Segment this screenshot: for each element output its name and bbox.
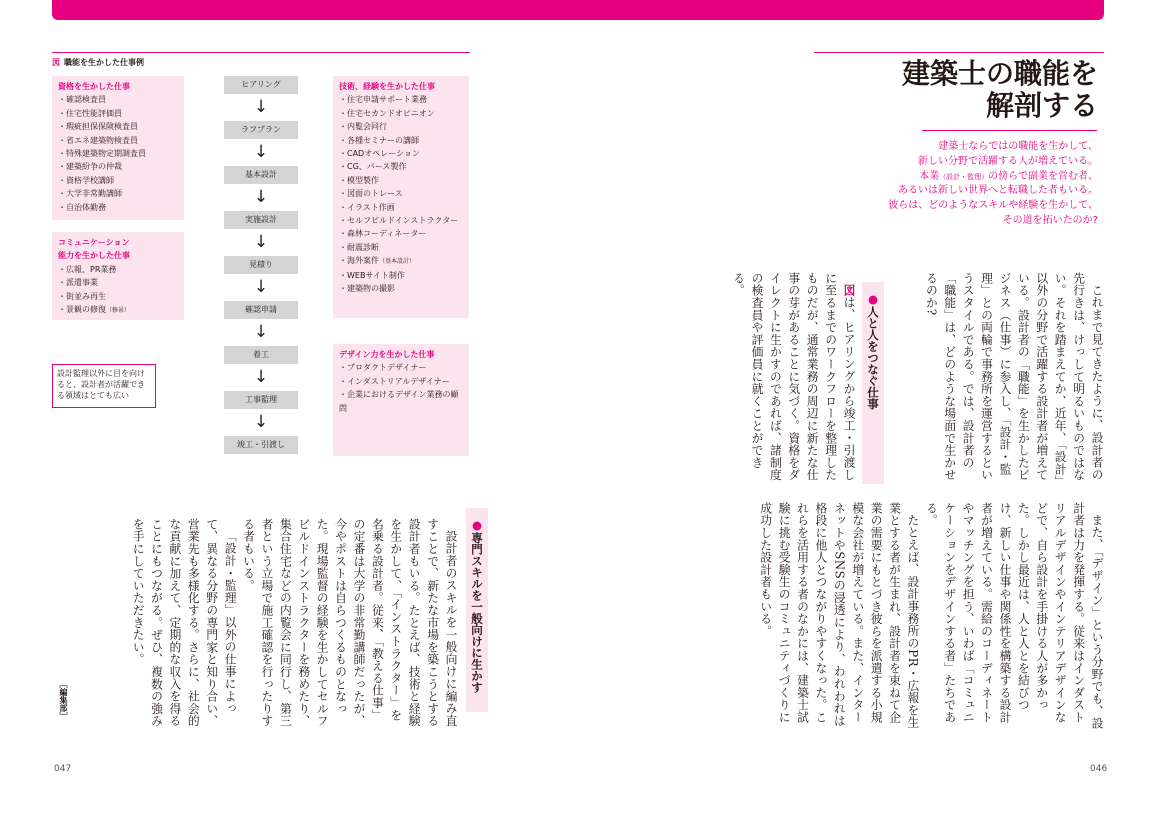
- list-item: ・ 模型製作: [339, 174, 463, 187]
- flow-step: 確認申請: [224, 301, 298, 319]
- lead-line: 建築士ならではの職能を生かして、: [938, 141, 1098, 152]
- arrow-down-icon: ↓: [253, 187, 269, 207]
- list-item: ・ 森林コーディネーター: [339, 227, 463, 240]
- flow-step: ラフプラン: [224, 121, 298, 139]
- figure-ref: 図: [842, 283, 856, 297]
- list-item: ・ プロダクトデザイナー: [339, 361, 463, 374]
- flow-step: 見積り: [224, 256, 298, 274]
- arrow-down-icon: ↓: [253, 97, 269, 117]
- list-item-text: 景観の修復: [66, 305, 106, 315]
- list-item: ・ 特殊建築物定期調査員: [58, 147, 178, 160]
- list-item: ・ 広報、PR業務: [58, 263, 178, 276]
- page-number-left: 047: [54, 764, 72, 774]
- tech-box: [333, 76, 469, 318]
- paragraph: 設計者のスキルを一般向けに編み直すことで、新たな市場を築こうとする設計者もいる。たとえば、技術と経験を生かして、「インストラクター」を名乗る設計者。従来、「教える仕事」の定番は大学の非常勤講師だったが、今やポストは自らつくるものとなった。現場監督の経験を生かしてセルフビルドインストラクターを務めたり、集合住宅などの内覧会に同行し、第三者という立場で施工確認を行ったりする者もいる。: [241, 518, 458, 728]
- flow-step: ヒアリング: [224, 76, 298, 94]
- arrow-down-icon: ↓: [253, 277, 269, 297]
- list-item-sub: （基本設計）: [379, 258, 416, 266]
- list-item: ・ 住宅セカンドオピニオン: [339, 107, 463, 120]
- arrow-down-icon: ↓: [253, 412, 269, 432]
- list-item: ・ 街並み再生: [58, 290, 178, 303]
- note-box: 設計監理以外に目を向けると、設計者が活躍できる領域はとても広い: [52, 364, 156, 408]
- lead-line: 彼らは、どのようなスキルや経験を生かして、: [888, 200, 1098, 212]
- arrow-down-icon: ↓: [253, 232, 269, 252]
- list-item: ・ 住宅申請サポート業務: [339, 93, 463, 106]
- figure-title: 職能を生かした仕事例: [64, 58, 144, 67]
- list-item: ・ インダストリアルデザイナー: [339, 375, 463, 388]
- lead-line: [888, 170, 1098, 185]
- title-rule: [814, 52, 1104, 53]
- qualification-box: [52, 76, 184, 220]
- communication-box: [52, 232, 184, 320]
- communication-box-title-2: 能力を生かした仕事: [58, 251, 130, 261]
- tech-box-title: 技術、経験を生かした仕事: [339, 82, 435, 91]
- figure-mark: 図: [52, 58, 60, 67]
- flow-step: 実施設計: [224, 211, 298, 229]
- list-item: ・ 企業におけるデザイン業務の顧問: [339, 388, 463, 415]
- list-item: ・ イラスト作画: [339, 201, 463, 214]
- section1-body-top: [660, 272, 858, 490]
- workflow: [224, 76, 298, 454]
- list-item: ・ 大学非常勤講師: [58, 187, 178, 200]
- arrow-down-icon: ↓: [253, 322, 269, 342]
- page-title-line2: 解剖する: [985, 89, 1098, 122]
- list-item: ・ WEBサイト制作: [339, 269, 463, 282]
- communication-box-title-1: コミュニケーション: [58, 238, 130, 247]
- flow-step: 基本設計: [224, 166, 298, 184]
- list-item: [58, 303, 178, 317]
- communication-list: [58, 263, 178, 318]
- tech-list: [339, 93, 463, 295]
- list-item: ・ 建築物の撮影: [339, 282, 463, 295]
- lead-line: あるいは新しい世界へと転職した者もいる。: [898, 185, 1098, 197]
- page-title: [902, 58, 1098, 122]
- section2-body: [64, 518, 460, 732]
- paragraph: また、「デザイン」という分野でも、設計者は力を発揮する。従来はインダストリアルデザインやインテリアデザインなどで、自ら設計を手掛ける人が多かった。しかし最近は、人と人とを結びつけ、新しい仕事や関係性を構築する設計者が増えている。需給のコーディネートやマッチングを担う、いわば「コミュニケーションをデザインする者」たちである。: [924, 502, 1104, 730]
- lead-text: [888, 140, 1098, 229]
- list-item: ・ 省エネ建築物検査員: [58, 134, 178, 147]
- list-item: ・ 瑕疵担保保険検査員: [58, 120, 178, 133]
- qualification-list: [58, 93, 178, 214]
- page-title-line1: 建築士の職能を: [901, 57, 1098, 90]
- section1-heading: [862, 282, 884, 484]
- bullet-icon: ●: [470, 518, 484, 532]
- list-item: ・ 住宅性能評価員: [58, 107, 178, 120]
- list-item: ・ 確認検査員: [58, 93, 178, 106]
- flow-step: 竣工・引渡し: [224, 436, 298, 454]
- lead-line: その道を拓いたのか?: [1002, 214, 1098, 226]
- section2-heading-text: 専門スキルを一般向けに生かす: [470, 532, 484, 693]
- flow-step: 着工: [224, 346, 298, 364]
- lead-line: 新しい分野で活躍する人が増えている。: [918, 155, 1098, 167]
- list-item: [339, 254, 463, 268]
- lead-fragment-small: （設計・監理）: [939, 172, 989, 181]
- paragraph: これまで見てきたように、設計者の先行きは、けっして明るいものではない。それを踏まえてか、近年、「設計」以外の分野で活躍する設計者が増えている。設計者の「職能」を生かしたビジネス（仕事）に参入し、「設計・監理」との両輪で事務所を運営するというスタイルである。では、設計者の「職能」は、どのような場面で生かせるのか?: [924, 272, 1104, 488]
- list-item: ・ 内覧会同行: [339, 120, 463, 133]
- lead-rule: [922, 130, 1097, 131]
- list-item: ・ 派遣事業: [58, 276, 178, 289]
- design-box: [333, 344, 469, 456]
- list-item: ・ CADオペレーション: [339, 147, 463, 160]
- page-number-right: 046: [1090, 764, 1108, 774]
- paragraph-text: は、ヒアリングから竣工・引渡しに至るまでのワークフローを整理したものだが、通常業務の周辺に新たな仕事の芽があることに気づく。資格をダイレクトに生かすのであれば、諸制度の検査員や評価員に就くことができる。: [731, 272, 856, 482]
- list-item: ・ CG、パース製作: [339, 160, 463, 173]
- list-item: ・ 図面のトレース: [339, 187, 463, 200]
- qualification-box-title: 資格を生かした仕事: [58, 82, 130, 91]
- arrow-down-icon: ↓: [253, 367, 269, 387]
- list-item: ・ 自治体勤務: [58, 201, 178, 214]
- list-item: ・ セルフビルドインストラクター: [339, 214, 463, 227]
- lead-fragment: の傍らで副業を営む者、: [988, 170, 1098, 182]
- paragraph: [729, 272, 858, 490]
- list-item: ・ 耐震診断: [339, 241, 463, 254]
- lead-fragment: 本業: [919, 170, 940, 182]
- list-item: ・ 資格学校講師: [58, 174, 178, 187]
- paragraph: 「設計・監理」以外の仕事によって、異なる分野の専門家と知り合い、営業先も多様化する。さらに、社会的な貢献に加えて、定期的な収入を得ることにもつながる。ぜひ、複数の強みを手にしていただきたい。: [131, 518, 238, 728]
- list-item-text: 海外案件: [347, 256, 379, 266]
- section1-heading-text: 人と人をつなぐ仕事: [866, 306, 880, 410]
- arrow-down-icon: ↓: [253, 142, 269, 162]
- list-item: ・ 各種セミナーの講師: [339, 134, 463, 147]
- design-list: [339, 361, 463, 415]
- figure-heading: [52, 52, 470, 68]
- design-box-title: デザイン力を生かした仕事: [339, 350, 435, 359]
- section2-heading: [466, 508, 488, 712]
- flow-step: 工事監理: [224, 391, 298, 409]
- top-accent-bar: [52, 0, 1104, 20]
- paragraph: たとえば、設計事務所のPR・広報を生業とする者が生まれ、設計者を束ねて企業の需要にもとづき彼らを派遣する小規模な会社が増えている。また、インターネットやSNSの浸透により、われわれは格段に他人とつながりやすくなった。これらを活用する者のなかには、建築士試験に挑む受験生のコミュニティづくりに成功した設計者もいる。: [758, 502, 920, 729]
- list-item: ・ 建築紛争の仲裁: [58, 160, 178, 173]
- section1-body-bottom: [672, 502, 1106, 732]
- credit: ［編集部］: [59, 680, 68, 720]
- list-item-sub: （修景）: [106, 307, 131, 315]
- bullet-icon: ●: [866, 292, 880, 306]
